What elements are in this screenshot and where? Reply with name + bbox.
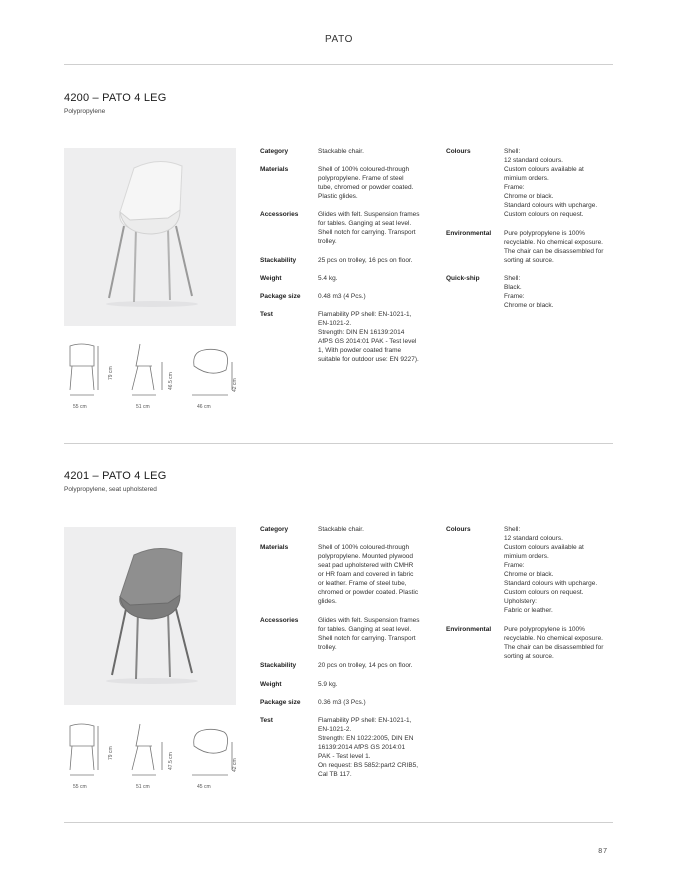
divider <box>64 443 613 444</box>
spec-value-weight: 5.9 kg. <box>318 681 338 688</box>
spec-label-test: Test <box>260 311 273 318</box>
dim-seat-height: 46.5 cm <box>168 372 174 390</box>
spec-label-colours: Colours <box>446 148 471 155</box>
spec-label-materials: Materials <box>260 166 289 173</box>
dim-arm-width: 46 cm <box>197 404 211 410</box>
spec-label-materials: Materials <box>260 544 289 551</box>
spec-label-environmental: Environmental <box>446 230 492 237</box>
dimension-drawing-icons <box>64 722 244 782</box>
dim-arm-height: 42 cm <box>232 378 238 392</box>
spec-value-environmental: Pure polypropylene is 100% recyclable. No chemical exposure. The chair can be disassembled for sorting at source. <box>504 230 604 264</box>
spec-label-test: Test <box>260 717 273 724</box>
divider <box>64 64 613 65</box>
dimension-drawings <box>64 722 244 794</box>
spec-label-package: Package size <box>260 293 301 300</box>
spec-value-materials: Shell of 100% coloured-through polypropylene. Mounted plywood seat pad upholstered with CMHR or HR foam and covered in fabric or leather. Frame of steel tube, chromed or powder coated. Plastic glides. <box>318 544 419 605</box>
spec-value-stackability: 20 pcs on trolley, 14 pcs on floor. <box>318 662 413 669</box>
dim-height: 79 cm <box>108 746 114 760</box>
dim-depth: 51 cm <box>136 404 150 410</box>
spec-label-accessories: Accessories <box>260 211 299 218</box>
spec-label-stackability: Stackability <box>260 257 297 264</box>
product-photo-grey-chair <box>64 527 236 705</box>
page-number: 87 <box>598 848 608 855</box>
dim-depth: 51 cm <box>136 784 150 790</box>
dim-seat-height: 47.5 cm <box>168 752 174 770</box>
spec-label-category: Category <box>260 526 289 533</box>
spec-value-colours: Shell: 12 standard colours. Custom colours available at mimium orders. Frame: Chrome or black. Standard colours with upcharge. Custom colours on request. Upholstery: Fabric or leather. <box>504 526 598 614</box>
spec-table-left <box>260 147 440 377</box>
spec-label-environmental: Environmental <box>446 626 492 633</box>
product-title: 4201 – PATO 4 LEG <box>64 470 167 482</box>
spec-label-weight: Weight <box>260 681 282 688</box>
spec-value-accessories: Glides with felt. Suspension frames for tables. Ganging at seat level. Shell notch for carrying. Transport trolley. <box>318 617 420 651</box>
product-subtitle: Polypropylene <box>64 108 106 115</box>
spec-value-weight: 5.4 kg. <box>318 275 338 282</box>
divider <box>64 822 613 823</box>
spec-value-package: 0.36 m3 (3 Pcs.) <box>318 699 366 706</box>
spec-value-stackability: 25 pcs on trolley, 16 pcs on floor. <box>318 257 413 264</box>
dim-height: 79 cm <box>108 366 114 380</box>
spec-label-quickship: Quick-ship <box>446 275 480 282</box>
spec-label-package: Package size <box>260 699 301 706</box>
product-photo-white-chair <box>64 148 236 326</box>
page-header-title: PATO <box>325 34 353 45</box>
spec-value-category: Stackable chair. <box>318 148 364 155</box>
product-subtitle: Polypropylene, seat upholstered <box>64 486 157 493</box>
spec-table-right <box>446 147 616 327</box>
spec-label-accessories: Accessories <box>260 617 299 624</box>
spec-table-right <box>446 525 616 675</box>
spec-value-environmental: Pure polypropylene is 100% recyclable. No chemical exposure. The chair can be disassembled for sorting at source. <box>504 626 604 660</box>
dimension-drawings <box>64 342 244 414</box>
spec-value-accessories: Glides with felt. Suspension frames for tables. Ganging at seat level. Shell notch for carrying. Transport trolley. <box>318 211 420 245</box>
spec-label-category: Category <box>260 148 289 155</box>
product-title: 4200 – PATO 4 LEG <box>64 92 167 104</box>
dim-width: 55 cm <box>73 404 87 410</box>
spec-value-quickship: Shell: Black. Frame: Chrome or black. <box>504 275 554 309</box>
dim-arm-width: 45 cm <box>197 784 211 790</box>
dimension-drawing-icons <box>64 342 244 402</box>
dim-width: 55 cm <box>73 784 87 790</box>
spec-table-left <box>260 525 440 795</box>
spec-label-colours: Colours <box>446 526 471 533</box>
spec-value-colours: Shell: 12 standard colours. Custom colours available at mimium orders. Frame: Chrome or black. Standard colours with upcharge. Custom colours on request. <box>504 148 598 218</box>
spec-value-test: Flamability PP shell: EN-1021-1, EN-1021-2. Strength: DIN EN 16139:2014 AfPS GS 2014:01 PAK - Test level 1, With powder coated frame suitable for outdoor use: EN 9227). <box>318 311 419 363</box>
spec-label-stackability: Stackability <box>260 662 297 669</box>
dim-arm-height: 42 cm <box>232 758 238 772</box>
spec-value-package: 0.48 m3 (4 Pcs.) <box>318 293 366 300</box>
spec-value-test: Flamability PP shell: EN-1021-1, EN-1021-2. Strength: EN 1022:2005, DIN EN 16139:2014 AfPS GS 2014:01 PAK - Test level 1. On request: BS 5852:part2 CRIB5, Cal TB 117. <box>318 717 419 778</box>
spec-label-weight: Weight <box>260 275 282 282</box>
spec-value-category: Stackable chair. <box>318 526 364 533</box>
spec-value-materials: Shell of 100% coloured-through polypropylene. Frame of steel tube, chromed or powder coated. Plastic glides. <box>318 166 414 200</box>
